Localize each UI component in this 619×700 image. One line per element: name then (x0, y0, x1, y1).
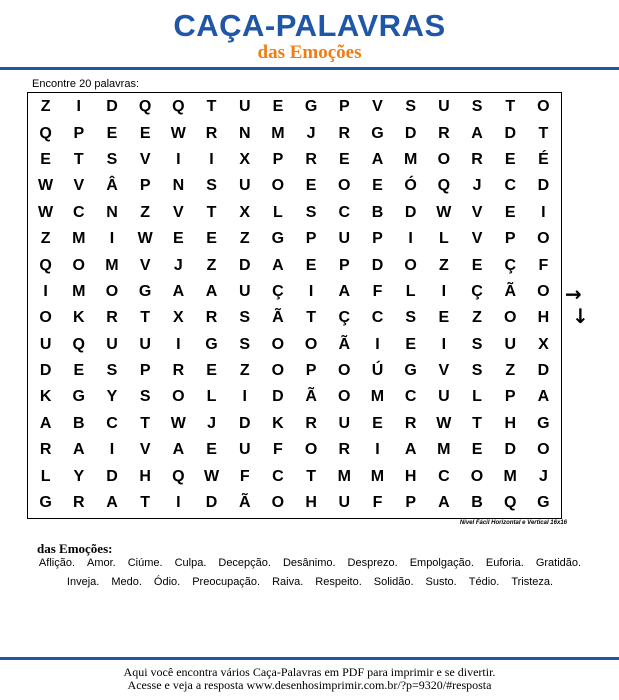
grid-cell: Ç (338, 309, 351, 327)
grid-cell: I (308, 282, 314, 300)
grid-cell: E (206, 441, 217, 459)
grid-cell: D (272, 388, 284, 406)
grid-cell: E (139, 124, 151, 142)
word-list-item: Tristeza. (511, 576, 554, 588)
grid-cell: B (471, 494, 483, 512)
grid-cell: W (436, 414, 452, 432)
grid-cell: E (206, 230, 217, 248)
grid-cell: Y (106, 388, 118, 406)
word-list-item: Inveja. (66, 576, 100, 588)
grid-cell: R (404, 414, 417, 432)
word-list-item: Amor. (87, 557, 116, 569)
grid-cell: A (172, 282, 185, 300)
grid-cell: D (504, 441, 516, 459)
grid-cell: E (471, 256, 483, 274)
grid-cell: F (372, 494, 383, 512)
grid-cell: Z (206, 256, 217, 274)
word-list-item: Ciúme. (127, 557, 163, 569)
grid-cell: P (139, 177, 151, 195)
grid-cell: Z (40, 230, 51, 248)
grid-cell: A (39, 414, 52, 432)
grid-cell: I (408, 230, 413, 248)
grid-cell: D (371, 256, 384, 274)
word-list-item: Raiva. (272, 576, 304, 588)
grid-cell: E (106, 124, 118, 142)
word-list-item: Ódio. (153, 576, 181, 588)
grid-cell: P (405, 494, 416, 512)
grid-cell: A (73, 441, 85, 459)
grid-cell: V (438, 362, 450, 380)
grid-cell: G (537, 494, 550, 512)
grid-cell: A (537, 388, 550, 406)
grid-cell: Z (472, 309, 482, 327)
grid-cell: E (272, 98, 284, 116)
word-list-item: Preocupação. (192, 576, 261, 588)
grid-cell: Y (73, 467, 85, 485)
grid-cell: Z (438, 256, 449, 274)
grid-cell: J (173, 256, 183, 274)
grid-cell: P (504, 230, 516, 248)
grid-cell: U (106, 335, 118, 353)
grid-cell: T (73, 150, 84, 168)
grid-cell: V (139, 150, 151, 168)
grid-cell: U (338, 230, 351, 248)
grid-cell: O (537, 282, 550, 300)
grid-cell: E (504, 203, 516, 221)
grid-cell: B (371, 203, 384, 221)
grid-cell: Q (172, 467, 185, 485)
grid-cell: N (238, 124, 251, 142)
footer-line-1: Aqui você encontra vários Caça-Palavras em PDF para imprimir e se divertir. (123, 665, 496, 679)
grid-cell: W (170, 414, 186, 432)
grid-cell: M (72, 230, 86, 248)
grid-cell: V (73, 177, 85, 195)
grid-cell: R (73, 494, 85, 512)
grid-cell: R (305, 150, 317, 168)
grid-cell: V (139, 256, 151, 274)
grid-cell: U (139, 335, 151, 353)
grid-cell: I (375, 335, 380, 353)
grid-cell: I (176, 150, 181, 168)
grid-cell: W (436, 203, 452, 221)
grid-cell: U (238, 177, 251, 195)
grid-cell: S (106, 150, 118, 168)
grid-cell: Ã (338, 335, 351, 353)
grid-cell: S (239, 335, 251, 353)
grid-cell: P (504, 388, 516, 406)
grid-cell: D (205, 494, 218, 512)
grid-cell: Q (172, 98, 185, 116)
grid-cell: R (471, 150, 483, 168)
grid-cell: A (471, 124, 483, 142)
grid-cell: V (173, 203, 184, 221)
grid-cell: C (73, 203, 85, 221)
grid-cell: O (271, 494, 285, 512)
grid-cell: M (72, 282, 86, 300)
grid-cell: E (504, 150, 516, 168)
footer (0, 666, 619, 692)
grid-cell: Z (239, 230, 250, 248)
word-list-item: Desânimo. (282, 557, 336, 569)
grid-cell: D (39, 362, 52, 380)
grid-cell: S (139, 388, 151, 406)
grid-cell: D (238, 256, 251, 274)
grid-cell: T (140, 414, 151, 432)
grid-cell: R (172, 362, 185, 380)
word-list-item: Gratidão. (535, 557, 582, 569)
word-list-item: Medo. (111, 576, 142, 588)
grid-cell: H (537, 309, 550, 327)
grid-cell: S (471, 362, 483, 380)
grid-cell: O (304, 335, 318, 353)
grid-cell: F (239, 467, 250, 485)
grid-cell: E (173, 230, 184, 248)
grid-cell: S (206, 177, 217, 195)
grid-cell: G (371, 124, 384, 142)
grid-cell: R (338, 124, 351, 142)
grid-cell: T (505, 98, 516, 116)
word-list-item: Euforia. (485, 557, 524, 569)
word-search-grid (28, 94, 564, 516)
grid-cell: G (39, 494, 52, 512)
grid-cell: L (438, 230, 449, 248)
word-list-item: Culpa. (174, 557, 207, 569)
footer-line-2: Acesse e veja a resposta www.desenhosimprimir.com.br/?p=9320/#resposta (127, 678, 492, 692)
grid-cell: I (441, 335, 447, 353)
grid-cell: L (405, 282, 416, 300)
grid-cell: G (138, 282, 152, 300)
grid-cell: O (271, 177, 285, 195)
grid-cell: T (538, 124, 549, 142)
grid-cell: J (538, 467, 548, 485)
grid-cell: Ã (305, 388, 317, 406)
word-search-grid-box (27, 92, 562, 519)
grid-cell: S (471, 98, 483, 116)
grid-cell: Q (138, 98, 152, 116)
grid-cell: T (206, 203, 217, 221)
grid-cell: R (205, 124, 218, 142)
grid-cell: M (403, 150, 418, 168)
grid-cell: D (537, 177, 550, 195)
grid-cell: L (472, 388, 482, 406)
grid-cell: S (239, 309, 251, 327)
grid-cell: A (205, 282, 218, 300)
grid-cell: D (106, 467, 118, 485)
grid-cell: P (73, 124, 85, 142)
grid-cell: O (537, 230, 550, 248)
grid-cell: H (305, 494, 317, 512)
grid-cell: H (404, 467, 417, 485)
top-divider (0, 67, 619, 70)
grid-cell: Q (72, 335, 85, 353)
grid-cell: M (337, 467, 351, 485)
grid-cell: C (504, 177, 516, 195)
grid-cell: D (537, 362, 550, 380)
grid-cell: D (106, 98, 118, 116)
grid-cell: Ã (272, 309, 284, 327)
grid-cell: U (238, 282, 251, 300)
grid-cell: A (438, 494, 450, 512)
grid-cell: C (272, 467, 284, 485)
grid-cell: B (73, 414, 85, 432)
grid-cell: W (203, 467, 220, 485)
grid-cell: E (206, 362, 217, 380)
grid-cell: U (238, 98, 251, 116)
grid-cell: M (105, 256, 119, 274)
word-list-item: Empolgação. (409, 557, 474, 569)
arrow-down-icon: ↓ (572, 304, 589, 328)
grid-cell: A (172, 441, 185, 459)
grid-cell: A (371, 150, 384, 168)
grid-cell: O (537, 441, 550, 459)
grid-cell: V (372, 98, 383, 116)
grid-cell: E (305, 177, 317, 195)
grid-cell: L (273, 203, 283, 221)
word-list (30, 557, 590, 589)
grid-cell: E (438, 309, 450, 327)
grid-cell: W (38, 177, 54, 195)
grid-cell: R (338, 441, 351, 459)
grid-cell: X (239, 150, 251, 168)
grid-cell: O (72, 256, 85, 274)
grid-cell: X (538, 335, 549, 353)
grid-cell: J (207, 414, 216, 432)
grid-cell: C (404, 388, 417, 406)
grid-cell: I (541, 203, 546, 221)
grid-cell: E (471, 441, 483, 459)
level-note: Nível Fácil Horizontal e Vertical 16x16 (459, 520, 567, 526)
grid-cell: U (338, 494, 351, 512)
grid-cell: E (305, 256, 317, 274)
grid-cell: E (372, 414, 383, 432)
page-title: CAÇA-PALAVRAS (173, 8, 446, 43)
word-list-label: das Emoções: (37, 541, 113, 556)
word-list-item: Decepção. (218, 557, 271, 569)
grid-cell: D (404, 124, 417, 142)
grid-cell: M (437, 441, 451, 459)
grid-cell: Ã (504, 282, 516, 300)
grid-cell: Z (239, 362, 250, 380)
grid-cell: Q (39, 256, 52, 274)
grid-cell: I (375, 441, 380, 459)
grid-cell: F (538, 256, 549, 274)
word-list-item: Susto. (425, 576, 457, 588)
grid-cell: I (176, 335, 181, 353)
grid-cell: Z (505, 362, 516, 380)
grid-cell: D (504, 124, 516, 142)
grid-cell: M (271, 124, 285, 142)
grid-cell: Ú (371, 362, 384, 380)
grid-cell: O (470, 467, 484, 485)
grid-cell: E (338, 150, 350, 168)
grid-cell: P (305, 230, 317, 248)
grid-cell: G (404, 362, 417, 380)
grid-cell: M (503, 467, 517, 485)
grid-cell: I (176, 494, 181, 512)
page-subtitle: das Emoções (257, 42, 362, 63)
grid-cell: T (140, 494, 151, 512)
grid-cell: S (405, 309, 416, 327)
grid-cell: H (504, 414, 516, 432)
word-list-item: Desprezo. (347, 557, 398, 569)
grid-cell: E (40, 150, 51, 168)
grid-cell: Ã (238, 494, 251, 512)
grid-cell: L (206, 388, 217, 406)
grid-cell: R (305, 414, 317, 432)
grid-cell: U (438, 98, 450, 116)
grid-cell: D (238, 414, 251, 432)
grid-cell: C (338, 203, 351, 221)
grid-cell: O (271, 362, 285, 380)
grid-cell: C (106, 414, 118, 432)
grid-cell: K (272, 414, 284, 432)
grid-cell: X (239, 203, 251, 221)
grid-cell: Ó (404, 177, 417, 195)
grid-cell: G (205, 335, 218, 353)
grid-cell: W (38, 203, 54, 221)
grid-cell: U (504, 335, 516, 353)
word-list-item: Solidão. (373, 576, 414, 588)
grid-cell: J (472, 177, 482, 195)
grid-cell: P (305, 362, 317, 380)
grid-cell: G (537, 414, 550, 432)
grid-cell: O (39, 309, 52, 327)
bottom-divider (0, 657, 619, 660)
grid-cell: K (73, 309, 85, 327)
grid-cell: U (39, 335, 52, 353)
grid-cell: G (72, 388, 85, 406)
grid-cell: Â (106, 177, 118, 195)
grid-cell: Q (503, 494, 517, 512)
grid-cell: O (537, 98, 550, 116)
grid-cell: N (106, 203, 118, 221)
grid-cell: G (271, 230, 285, 248)
instructions: Encontre 20 palavras: (32, 78, 140, 90)
grid-cell: F (273, 441, 283, 459)
grid-cell: E (405, 335, 416, 353)
grid-cell: W (170, 124, 186, 142)
grid-cell: I (209, 150, 214, 168)
grid-cell: T (306, 467, 316, 485)
grid-cell: E (372, 177, 383, 195)
grid-cell: S (471, 335, 483, 353)
grid-cell: S (305, 203, 317, 221)
grid-cell: W (137, 230, 153, 248)
grid-cell: V (139, 441, 151, 459)
grid-cell: V (471, 230, 483, 248)
grid-cell: O (271, 335, 285, 353)
grid-cell: A (404, 441, 417, 459)
grid-cell: P (139, 362, 151, 380)
grid-cell: K (39, 388, 52, 406)
grid-cell: N (172, 177, 185, 195)
grid-cell: T (206, 98, 217, 116)
grid-cell: Ç (471, 282, 483, 300)
grid-cell: O (338, 177, 351, 195)
grid-cell: T (472, 414, 482, 432)
grid-cell: A (272, 256, 284, 274)
grid-cell: I (76, 98, 81, 116)
grid-cell: F (372, 282, 383, 300)
grid-cell: O (404, 256, 417, 274)
grid-cell: P (338, 98, 350, 116)
grid-cell: I (109, 441, 115, 459)
grid-cell: C (371, 309, 384, 327)
grid-cell: I (109, 230, 115, 248)
grid-cell: I (43, 282, 48, 300)
grid-cell: Q (39, 124, 52, 142)
grid-cell: X (173, 309, 184, 327)
grid-cell: S (405, 98, 416, 116)
grid-cell: O (338, 362, 351, 380)
grid-cell: O (304, 441, 318, 459)
grid-cell: T (140, 309, 151, 327)
grid-cell: M (370, 467, 385, 485)
grid-cell: S (106, 362, 118, 380)
grid-cell: L (40, 467, 51, 485)
grid-cell: Ç (504, 256, 516, 274)
grid-cell: U (438, 388, 450, 406)
arrow-right-icon: → (565, 282, 582, 306)
grid-cell: U (338, 414, 351, 432)
grid-cell: V (471, 203, 483, 221)
grid-cell: O (172, 388, 185, 406)
grid-cell: O (437, 150, 451, 168)
word-list-item: Tédio. (468, 576, 500, 588)
grid-cell: C (438, 467, 450, 485)
grid-cell: R (106, 309, 118, 327)
grid-cell: R (438, 124, 450, 142)
grid-cell: P (372, 230, 383, 248)
grid-cell: O (105, 282, 119, 300)
grid-cell: Z (40, 98, 51, 116)
grid-cell: I (242, 388, 247, 406)
grid-cell: T (306, 309, 316, 327)
grid-cell: G (304, 98, 318, 116)
grid-cell: D (404, 203, 417, 221)
grid-cell: P (338, 256, 350, 274)
grid-cell: M (370, 388, 385, 406)
grid-cell: P (272, 150, 284, 168)
grid-cell: E (73, 362, 85, 380)
word-list-item: Respeito. (315, 576, 362, 588)
grid-cell: J (306, 124, 316, 142)
grid-cell: A (338, 282, 351, 300)
grid-cell: H (139, 467, 151, 485)
word-list-item: Aflição. (38, 557, 75, 569)
grid-cell: Q (437, 177, 451, 195)
grid-cell: O (338, 388, 351, 406)
grid-cell: Z (140, 203, 151, 221)
grid-cell: É (538, 150, 549, 168)
grid-cell: Ç (272, 282, 284, 300)
grid-cell: O (503, 309, 517, 327)
grid-cell: I (441, 282, 447, 300)
grid-cell: A (106, 494, 118, 512)
grid-cell: U (238, 441, 251, 459)
grid-cell: R (205, 309, 218, 327)
grid-cell: R (39, 441, 52, 459)
